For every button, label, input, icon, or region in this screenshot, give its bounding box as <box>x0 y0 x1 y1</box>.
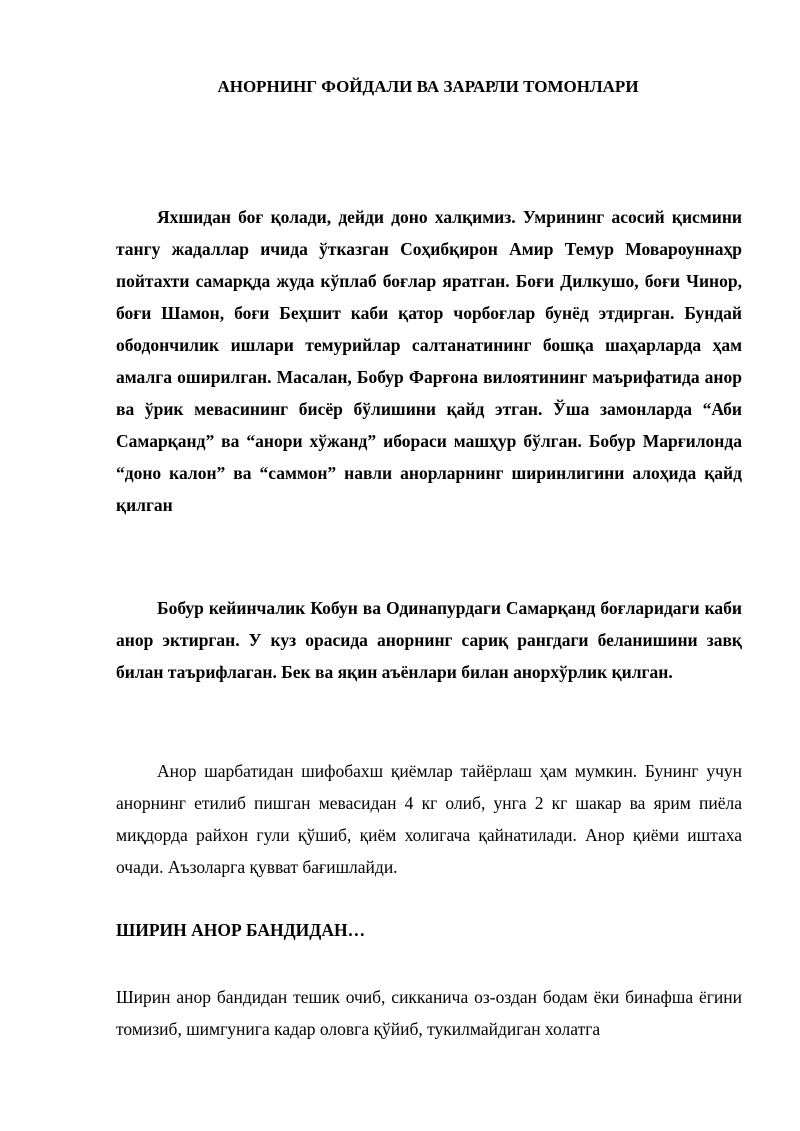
paragraph-babur: Бобур кейинчалик Кобун ва Одинапурдаги Самарқанд боғларидаги каби анор эктирган. У куз орасида анорнинг сариқ рангдаги беланишини завқ билан таърифлаган. Бек ва яқин аъёнлари билан анорхўрлик қилган. <box>116 598 742 682</box>
paragraph-history: Яхшидан боғ қолади, дейди доно халқимиз. Умрининг асосий қисмини тангу жадаллар ичида ўтказган Соҳибқирон Амир Темур Мовароуннаҳр пойтахти самарқда жуда кўплаб боғлар яратган. Боғи Дилкушо, боғи Чинор, боғи Шамон, боғи Беҳшит каби қатор чорбоғлар бунёд этдирган. Бундай ободончилик ишлари темурийлар салтанатининг бошқа шаҳарларда ҳам амалга оширилган. Масалан, Бобур Фарғона вилоятининг маърифатида анор ва ўрик мевасининг бисёр бўлишини қайд этган. Ўша замонларда “Аби Самарқанд” ва “анори хўжанд” ибораси машҳур бўлган. Бобур Марғилонда “доно калон” ва “саммон” навли анорларнинг ширинлигини алоҳида қайд қилган <box>116 207 742 515</box>
paragraph-syrup: Анор шарбатидан шифобахш қиёмлар тайёрлаш ҳам мумкин. Бунинг учун анорнинг етилиб пишган мевасидан 4 кг олиб, унга 2 кг шакар ва ярим пиёла миқдорда райхон гули қўшиб, қиём холигача қайнатилади. Анор қиёми иштаха очади. Аъзоларга қувват бағишлайди. <box>116 761 742 877</box>
paragraph-sweet-pomegranate: Ширин анор бандидан тешик очиб, сикканича оз-оздан бодам ёки бинафша ёгини томизиб, шимгунига кадар оловга қўйиб, тукилмайдиган холатга <box>116 987 742 1039</box>
document-title: АНОРНИНГ ФОЙДАЛИ ВА ЗАРАРЛИ ТОМОНЛАРИ <box>217 77 639 96</box>
section-heading: ШИРИН АНОР БАНДИДАН… <box>116 920 366 940</box>
